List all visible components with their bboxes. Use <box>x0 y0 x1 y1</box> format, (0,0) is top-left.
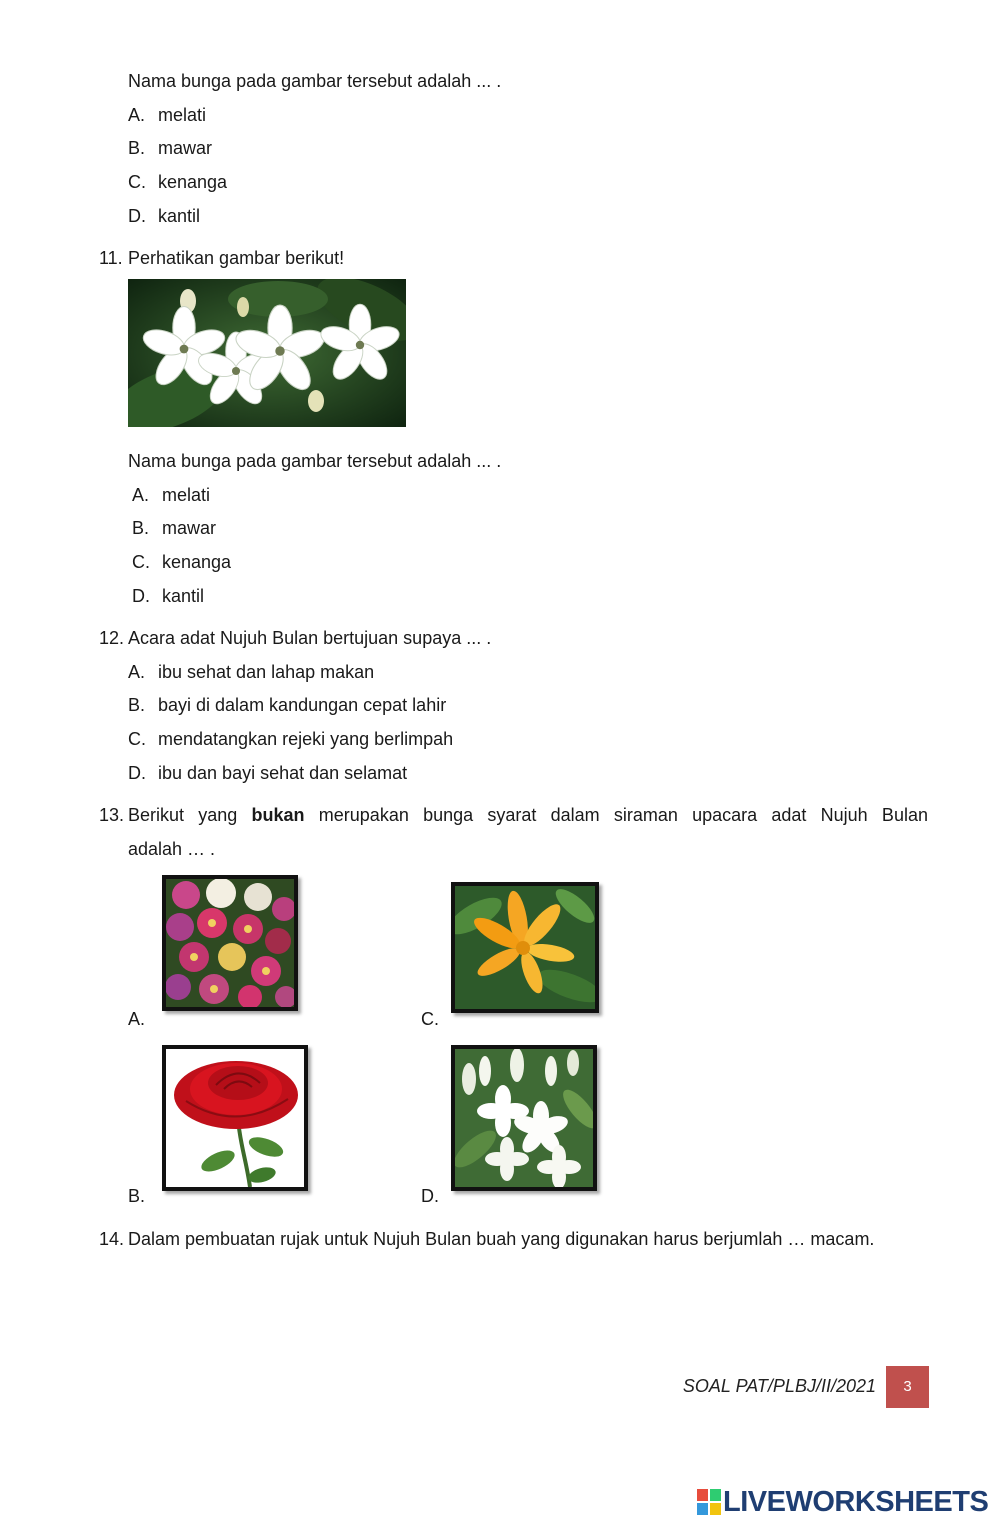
q14-number: 14. <box>99 1229 125 1249</box>
q10-option-c-letter: C. <box>128 172 146 192</box>
q11-instruction: Perhatikan gambar berikut! <box>128 248 345 268</box>
q11-option-a[interactable]: melati <box>162 485 211 505</box>
jasmine-photo <box>128 279 406 427</box>
q12-option-a[interactable]: ibu sehat dan lahap makan <box>158 662 375 682</box>
q13-option-d-letter[interactable]: D. <box>421 1186 439 1206</box>
q13-option-a-image[interactable] <box>162 875 298 1011</box>
q10-option-a-letter: A. <box>128 105 146 125</box>
q12-option-d[interactable]: ibu dan bayi sehat dan selamat <box>158 763 408 783</box>
q11-prompt: Nama bunga pada gambar tersebut adalah ... . <box>128 451 502 471</box>
q13-option-b-image[interactable] <box>162 1045 308 1191</box>
q13-option-c-letter[interactable]: C. <box>421 1009 439 1029</box>
q10-option-b-letter: B. <box>128 138 146 158</box>
q11-option-d[interactable]: kantil <box>162 586 205 606</box>
q10-prompt: Nama bunga pada gambar tersebut adalah ... . <box>128 71 502 91</box>
q12-option-c-letter: C. <box>128 729 146 749</box>
page-number-badge: 3 <box>886 1366 929 1408</box>
q12-option-a-letter: A. <box>128 662 146 682</box>
q12-option-d-letter: D. <box>128 763 146 783</box>
q11-option-b[interactable]: mawar <box>162 518 217 538</box>
q10-option-b[interactable]: mawar <box>158 138 213 158</box>
q11-option-c[interactable]: kenanga <box>162 552 232 572</box>
q12-option-b-letter: B. <box>128 695 146 715</box>
q10-option-a[interactable]: melati <box>158 105 207 125</box>
liveworksheets-logo-icon <box>697 1489 721 1515</box>
q12-option-b[interactable]: bayi di dalam kandungan cepat lahir <box>158 695 447 715</box>
q14-prompt: Dalam pembuatan rujak untuk Nujuh Bulan buah yang digunakan harus berjumlah … macam. <box>128 1229 875 1249</box>
q11-option-c-letter: C. <box>132 552 150 572</box>
q13-number: 13. <box>99 805 125 825</box>
q12-prompt: Acara adat Nujuh Bulan bertujuan supaya ... . <box>128 628 492 648</box>
tuberose-illustration <box>455 1049 593 1187</box>
q12-number: 12. <box>99 628 125 648</box>
q11-option-d-letter: D. <box>132 586 150 606</box>
footer-code: SOAL PAT/PLBJ/II/2021 <box>682 1376 876 1396</box>
q13-option-d-image[interactable] <box>451 1045 597 1191</box>
q13-option-c-image[interactable] <box>451 882 599 1013</box>
q11-number: 11. <box>99 248 123 268</box>
yellow-magnolia-illustration <box>455 886 595 1009</box>
q13-prompt-line1 <box>128 804 928 826</box>
q11-option-b-letter: B. <box>132 518 150 538</box>
q13-prompt-after: merupakan bunga syarat dalam siraman upacara adat Nujuh Bulan <box>318 805 928 825</box>
liveworksheets-brand[interactable]: LIVEWORKSHEETS <box>723 1486 989 1518</box>
q13-prompt-before: Berikut yang <box>128 805 238 825</box>
q13-prompt-line2: adalah … . <box>128 839 216 859</box>
q10-option-d-letter: D. <box>128 206 146 226</box>
q10-option-d[interactable]: kantil <box>158 206 201 226</box>
red-rose-illustration <box>166 1049 304 1187</box>
aster-flowers-illustration <box>166 879 294 1007</box>
q10-option-c[interactable]: kenanga <box>158 172 228 192</box>
q11-option-a-letter: A. <box>132 485 150 505</box>
q13-prompt-bold: bukan <box>251 805 305 825</box>
q13-option-b-letter[interactable]: B. <box>128 1186 146 1206</box>
jasmine-illustration <box>128 279 406 427</box>
q12-option-c[interactable]: mendatangkan rejeki yang berlimpah <box>158 729 454 749</box>
q13-option-a-letter[interactable]: A. <box>128 1009 146 1029</box>
